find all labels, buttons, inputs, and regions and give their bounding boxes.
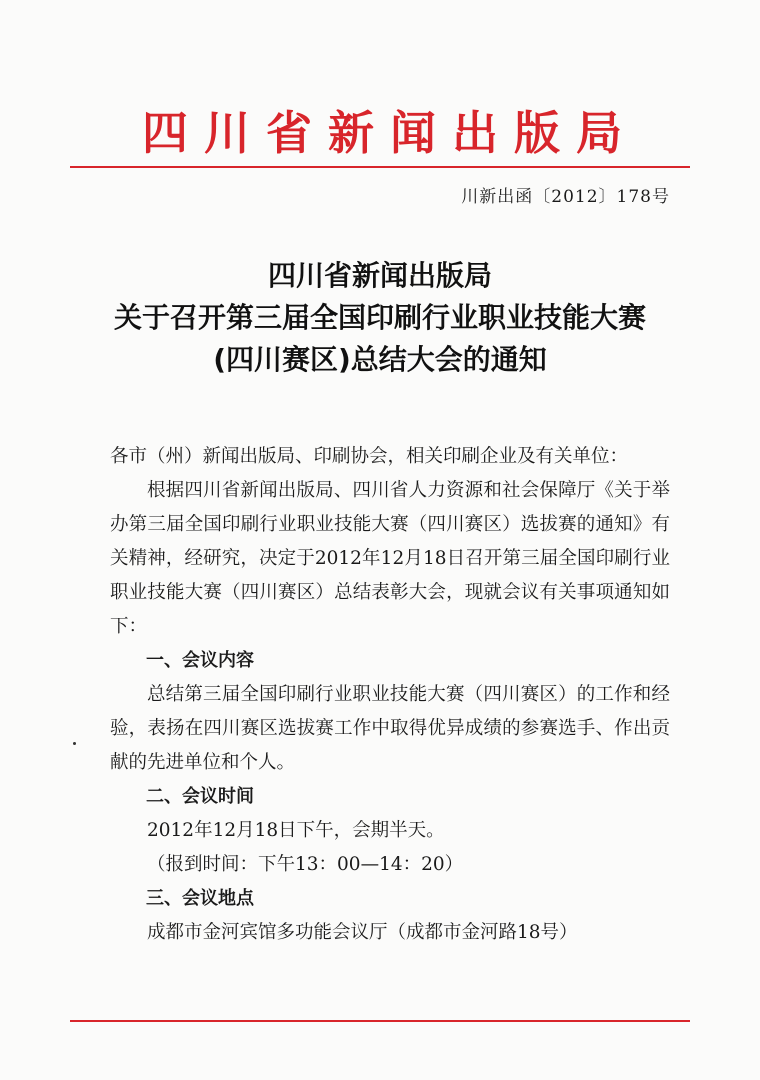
section-heading-location: 三、会议地点 xyxy=(146,888,254,909)
meeting-time: 2012年12月18日下午，会期半天。 xyxy=(147,820,445,841)
title-line-2: 关于召开第三届全国印刷行业职业技能大赛 xyxy=(113,301,646,334)
meeting-location: 成都市金河宾馆多功能会议厅（成都市金河路18号） xyxy=(147,922,578,943)
letterhead: 四川省新闻出版局 xyxy=(142,106,638,160)
addressee: 各市（州）新闻出版局、印刷协会，相关印刷企业及有关单位： xyxy=(110,446,629,467)
title-line-3: (四川赛区)总结大会的通知 xyxy=(213,343,547,376)
footer-red-rule xyxy=(70,1020,690,1022)
document-body xyxy=(110,440,670,950)
margin-dot xyxy=(73,742,76,745)
section-heading-content: 一、会议内容 xyxy=(146,650,254,671)
document-number: 川新出函〔2012〕178号 xyxy=(461,187,670,207)
letterhead-red-rule xyxy=(70,166,690,168)
document-title xyxy=(70,255,690,381)
title-line-1: 四川省新闻出版局 xyxy=(267,259,492,292)
check-in-time: （报到时间：下午13：00—14：20） xyxy=(147,854,464,875)
section-text-content: 总结第三届全国印刷行业职业技能大赛（四川赛区）的工作和经验，表扬在四川赛区选拔赛工作中取得优异成绩的参赛选手、作出贡献的先进单位和个人。 xyxy=(110,684,670,773)
intro-paragraph: 根据四川省新闻出版局、四川省人力资源和社会保障厅《关于举办第三届全国印刷行业职业技能大赛（四川赛区）选拔赛的通知》有关精神，经研究，决定于2012年12月18日召开第三届全国印刷行业职业技能大赛（四川赛区）总结表彰大会，现就会议有关事项通知如下： xyxy=(110,480,670,637)
section-heading-time: 二、会议时间 xyxy=(146,786,254,807)
